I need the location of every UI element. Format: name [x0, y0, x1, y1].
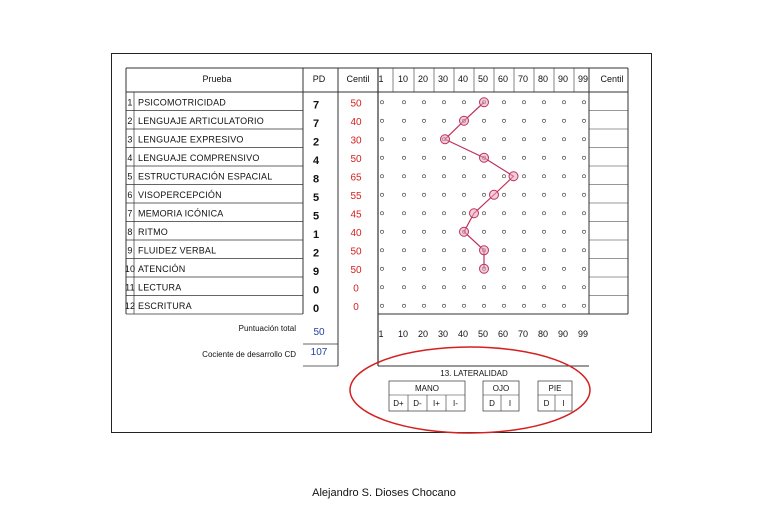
- scale-tick-top: 70: [517, 74, 529, 84]
- row-pd: 1: [312, 228, 320, 241]
- scale-dot: [462, 212, 465, 215]
- row-number: 6: [127, 189, 133, 200]
- scale-dot: [582, 138, 585, 141]
- scale-dot: [522, 175, 525, 178]
- profile-marker: [509, 172, 518, 181]
- scale-dot: [462, 249, 465, 252]
- scale-dot: [502, 156, 505, 159]
- row-test-name: RITMO: [138, 226, 168, 237]
- row-number: 9: [127, 245, 133, 256]
- scale-dots: [380, 101, 585, 308]
- row-test-name: LENGUAJE COMPRENSIVO: [138, 152, 260, 163]
- scale-dot: [582, 267, 585, 270]
- scale-dot: [442, 101, 445, 104]
- scale-dot: [462, 138, 465, 141]
- scale-dot: [582, 156, 585, 159]
- scale-dot: [542, 193, 545, 196]
- scale-dot: [462, 101, 465, 104]
- row-centil: 0: [353, 283, 359, 295]
- scale-dot: [442, 193, 445, 196]
- scale-dot: [522, 230, 525, 233]
- row-test-name: ATENCIÓN: [138, 263, 186, 274]
- scale-dot: [422, 156, 425, 159]
- scale-dot: [482, 212, 485, 215]
- row-test-name: LENGUAJE EXPRESIVO: [138, 134, 244, 145]
- scale-dot: [502, 175, 505, 178]
- laterality-mano-label: MANO: [415, 384, 439, 393]
- profile-marker: [460, 227, 469, 236]
- row-pd: 8: [312, 173, 320, 186]
- laterality-boxes: [389, 381, 572, 411]
- scale-dot: [402, 249, 405, 252]
- scale-ticks-top: [378, 74, 588, 84]
- scale-dot: [582, 119, 585, 122]
- scale-dot: [522, 267, 525, 270]
- scale-tick-bottom: 1: [378, 329, 384, 339]
- scale-dot: [442, 249, 445, 252]
- scale-dot: [502, 286, 505, 289]
- row-centil: 40: [350, 227, 362, 239]
- scale-dot: [562, 119, 565, 122]
- row-pd: 4: [312, 154, 320, 167]
- profile-marker: [480, 264, 489, 273]
- scale-dot: [562, 267, 565, 270]
- header-centil-right: Centil: [600, 74, 624, 84]
- row-number: 10: [124, 263, 136, 274]
- scale-dot: [582, 249, 585, 252]
- scale-dot: [502, 267, 505, 270]
- scale-tick-bottom: 50: [477, 329, 489, 339]
- scale-dot: [442, 175, 445, 178]
- row-centil: 30: [350, 135, 362, 147]
- row-test-name: PSICOMOTRICIDAD: [138, 97, 227, 108]
- scale-dot: [582, 304, 585, 307]
- row-number: 1: [127, 97, 133, 108]
- scale-dot: [402, 193, 405, 196]
- scale-tick-top: 80: [537, 74, 549, 84]
- scale-dot: [522, 304, 525, 307]
- row-pd: 7: [312, 117, 320, 130]
- row-centil: 65: [350, 172, 362, 184]
- scale-dot: [482, 286, 485, 289]
- scale-tick-top: 40: [457, 74, 469, 84]
- test-rows: [125, 97, 362, 315]
- scale-dot: [422, 304, 425, 307]
- scale-dot: [402, 230, 405, 233]
- scale-dot: [380, 156, 383, 159]
- row-test-name: ESCRITURA: [138, 300, 192, 311]
- scale-dot: [422, 193, 425, 196]
- scale-dot: [502, 230, 505, 233]
- scale-tick-top: 60: [497, 74, 509, 84]
- scale-dot: [542, 101, 545, 104]
- scale-dot: [482, 230, 485, 233]
- scale-dot: [422, 138, 425, 141]
- scale-dot: [582, 286, 585, 289]
- row-centil: 55: [350, 190, 362, 202]
- scale-dot: [562, 175, 565, 178]
- laterality-ojo-option: D: [489, 399, 495, 408]
- scale-dot: [542, 267, 545, 270]
- profile-marker: [480, 98, 489, 107]
- author-caption: Alejandro S. Dioses Chocano: [312, 487, 456, 499]
- scale-dot: [582, 101, 585, 104]
- row-test-name: LECTURA: [138, 282, 182, 293]
- scale-tick-top: 10: [397, 74, 409, 84]
- scale-dot: [502, 119, 505, 122]
- scale-tick-bottom: 99: [577, 329, 589, 339]
- scale-dot: [562, 230, 565, 233]
- scale-dot: [442, 119, 445, 122]
- profile-marker: [490, 190, 499, 199]
- scale-dot: [402, 119, 405, 122]
- row-test-name: VISOPERCEPCIÓN: [138, 189, 222, 200]
- scale-dot: [582, 230, 585, 233]
- scale-tick-bottom: 80: [537, 329, 549, 339]
- row-centil: 50: [350, 264, 362, 276]
- scale-tick-top: 50: [477, 74, 489, 84]
- row-number: 8: [127, 226, 133, 237]
- scale-dot: [422, 175, 425, 178]
- scale-tick-top: 30: [437, 74, 449, 84]
- scale-dot: [380, 175, 383, 178]
- scale-dot: [522, 212, 525, 215]
- scale-dot: [402, 304, 405, 307]
- total-value: 50: [313, 327, 325, 338]
- profile-line: [445, 102, 514, 269]
- scale-dot: [522, 101, 525, 104]
- profile-sheet: [112, 54, 653, 434]
- profile-marker: [470, 209, 479, 218]
- scale-dot: [502, 101, 505, 104]
- scale-dot: [462, 156, 465, 159]
- scale-dot: [542, 156, 545, 159]
- scale-tick-bottom: 70: [517, 329, 529, 339]
- profile-marker: [460, 116, 469, 125]
- row-centil: 50: [350, 246, 362, 258]
- profile-markers: [441, 98, 519, 274]
- scale-dot: [562, 138, 565, 141]
- scale-dot: [482, 304, 485, 307]
- laterality-mano-option: D+: [393, 399, 404, 408]
- scale-dot: [422, 101, 425, 104]
- scale-dot: [380, 304, 383, 307]
- scale-dot: [562, 304, 565, 307]
- scale-tick-bottom: 90: [557, 329, 569, 339]
- scale-dot: [542, 119, 545, 122]
- scale-dot: [462, 175, 465, 178]
- totals: [202, 324, 328, 359]
- scale-dot: [542, 286, 545, 289]
- scale-dot: [442, 304, 445, 307]
- laterality-section: [350, 347, 590, 433]
- laterality-mano-option: I-: [453, 399, 458, 408]
- scale-tick-bottom: 10: [397, 329, 409, 339]
- scale-dot: [442, 286, 445, 289]
- scale-dot: [582, 212, 585, 215]
- scale-dot: [582, 175, 585, 178]
- row-pd: 9: [312, 265, 320, 278]
- scale-dot: [502, 193, 505, 196]
- row-centil: 50: [350, 153, 362, 165]
- row-number: 11: [125, 282, 135, 293]
- laterality-mano-option: I+: [433, 399, 440, 408]
- scale-dot: [542, 212, 545, 215]
- scale-tick-bottom: 60: [497, 329, 509, 339]
- scale-dot: [380, 101, 383, 104]
- scale-dot: [442, 230, 445, 233]
- row-test-name: ESTRUCTURACIÓN ESPACIAL: [138, 171, 273, 182]
- profile-marker: [480, 246, 489, 255]
- total-label: Puntuación total: [238, 324, 296, 333]
- scale-tick-bottom: 20: [417, 329, 429, 339]
- scale-dot: [542, 249, 545, 252]
- laterality-ojo: [483, 381, 519, 411]
- scale-dot: [402, 267, 405, 270]
- scale-dot: [562, 286, 565, 289]
- scale-dot: [542, 304, 545, 307]
- scale-dot: [522, 193, 525, 196]
- scale-dot: [422, 249, 425, 252]
- scale-ticks-bottom: [378, 329, 588, 339]
- scale-dot: [522, 119, 525, 122]
- row-number: 3: [127, 134, 133, 145]
- profile-marker: [480, 153, 489, 162]
- scale-dot: [402, 138, 405, 141]
- scale-dot: [402, 212, 405, 215]
- scale-dot: [442, 212, 445, 215]
- scale-dot: [380, 286, 383, 289]
- header-centil: Centil: [346, 74, 370, 84]
- header-pd: PD: [312, 74, 326, 84]
- scale-dot: [380, 249, 383, 252]
- row-centil: 0: [353, 301, 359, 313]
- row-number: 2: [127, 115, 133, 126]
- scale-dot: [562, 193, 565, 196]
- scale-dot: [422, 230, 425, 233]
- scale-dot: [562, 101, 565, 104]
- scale-dot: [402, 156, 405, 159]
- laterality-mano-option: D-: [413, 399, 422, 408]
- scale-dot: [562, 249, 565, 252]
- row-centil: 45: [350, 209, 362, 221]
- scale-tick-top: 90: [557, 74, 569, 84]
- cd-value: 107: [310, 347, 328, 358]
- scale-dot: [380, 230, 383, 233]
- scale-dot: [542, 175, 545, 178]
- laterality-pie-option: I: [562, 399, 565, 408]
- scale-dot: [502, 249, 505, 252]
- scale-dot: [380, 267, 383, 270]
- scale-dot: [582, 193, 585, 196]
- scale-dot: [462, 193, 465, 196]
- scale-dot: [462, 286, 465, 289]
- row-number: 4: [127, 152, 133, 163]
- row-centil: 50: [350, 98, 362, 110]
- scale-dot: [562, 156, 565, 159]
- profile-marker: [441, 135, 450, 144]
- scale-dot: [402, 175, 405, 178]
- row-number: 12: [124, 300, 136, 311]
- row-centil: 40: [350, 116, 362, 128]
- laterality-title: 13. LATERALIDAD: [440, 369, 508, 378]
- scale-dot: [402, 101, 405, 104]
- scale-dot: [542, 138, 545, 141]
- row-pd: 5: [312, 191, 320, 204]
- scale-dot: [542, 230, 545, 233]
- scale-dot: [442, 156, 445, 159]
- laterality-pie: [538, 381, 572, 411]
- scale-dot: [462, 304, 465, 307]
- scale-tick-bottom: 40: [457, 329, 469, 339]
- row-pd: 2: [312, 136, 320, 149]
- scale-dot: [442, 267, 445, 270]
- scale-dot: [380, 119, 383, 122]
- row-number: 7: [127, 208, 133, 219]
- row-pd: 0: [312, 284, 320, 297]
- scale-dot: [380, 212, 383, 215]
- laterality-mano: [389, 381, 465, 411]
- header-prueba: Prueba: [202, 74, 232, 84]
- scale-dot: [380, 138, 383, 141]
- row-test-name: LENGUAJE ARTICULATORIO: [138, 115, 264, 126]
- scale-dot: [482, 193, 485, 196]
- scale-dot: [422, 119, 425, 122]
- scale-tick-top: 99: [577, 74, 589, 84]
- scale-dot: [502, 138, 505, 141]
- scale-dot: [462, 267, 465, 270]
- scale-dot: [380, 193, 383, 196]
- laterality-ojo-label: OJO: [492, 384, 510, 393]
- scale-tick-top: 1: [378, 74, 384, 84]
- scale-dot: [422, 212, 425, 215]
- row-pd: 0: [312, 302, 320, 315]
- scale-dot: [482, 119, 485, 122]
- cd-label: Cociente de desarrollo CD: [202, 350, 296, 359]
- row-pd: 7: [312, 99, 320, 112]
- row-pd: 2: [312, 247, 320, 260]
- row-pd: 5: [312, 210, 320, 223]
- scale-tick-top: 20: [417, 74, 429, 84]
- scale-dot: [422, 267, 425, 270]
- scale-dot: [482, 175, 485, 178]
- laterality-pie-label: PIE: [548, 384, 562, 393]
- row-number: 5: [127, 171, 133, 182]
- scale-dot: [522, 286, 525, 289]
- scale-dot: [522, 156, 525, 159]
- scale-dot: [422, 286, 425, 289]
- scale-dot: [482, 138, 485, 141]
- row-test-name: FLUIDEZ VERBAL: [138, 245, 217, 256]
- row-test-name: MEMORIA ICÓNICA: [138, 208, 224, 219]
- scale-dot: [522, 249, 525, 252]
- scale-dot: [502, 304, 505, 307]
- scale-dot: [562, 212, 565, 215]
- scale-dot: [522, 138, 525, 141]
- laterality-pie-option: D: [543, 399, 550, 408]
- scanned-form-frame: [111, 53, 652, 433]
- scale-tick-bottom: 30: [437, 329, 449, 339]
- laterality-ojo-option: I: [508, 399, 512, 408]
- scale-dot: [502, 212, 505, 215]
- scale-dot: [402, 286, 405, 289]
